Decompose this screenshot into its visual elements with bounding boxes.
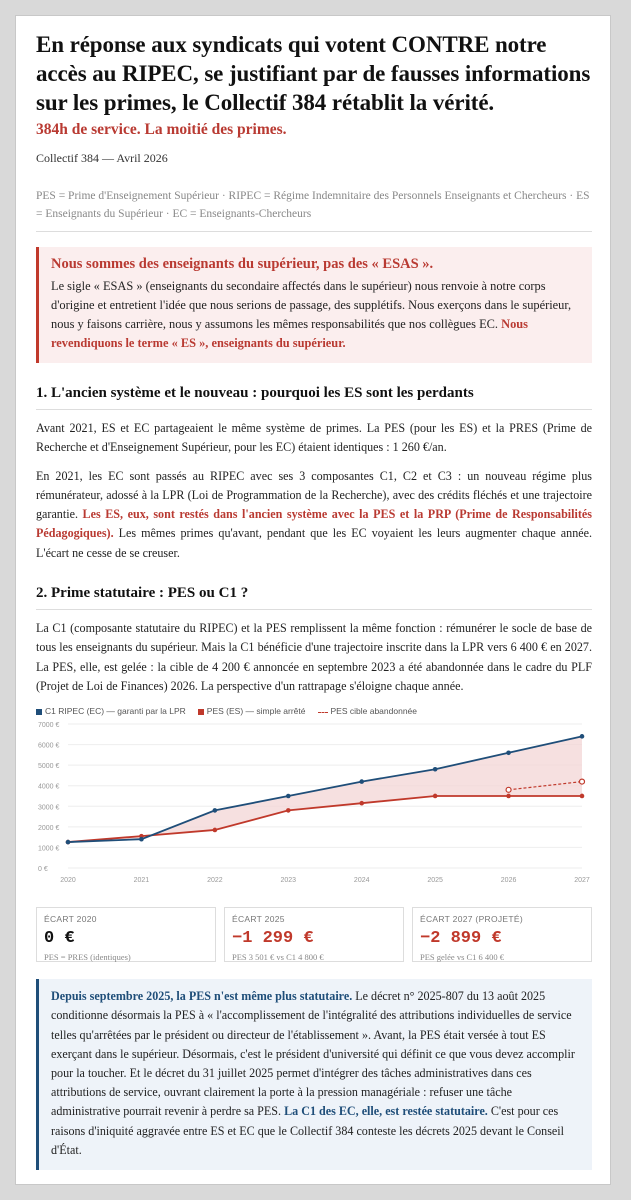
data-point-pes	[580, 794, 585, 799]
data-point-pes	[286, 808, 291, 813]
page-subtitle: 384h de service. La moitié des primes.	[36, 121, 287, 138]
legend-label-pes: PES (ES) — simple arrêté	[206, 706, 306, 717]
data-point-c1	[66, 840, 71, 845]
data-point-pes	[359, 801, 364, 806]
document-page	[15, 15, 611, 1185]
statutory-strong-1: Depuis septembre 2025, la PES n'est même plus statutaire.	[51, 989, 353, 1004]
legend-swatch-target	[318, 712, 328, 713]
section1-p2-text-a: En 2021, les EC sont passés au RIPEC avec ses 3 composantes C1, C2 et C3 : un nouveau régime plus rémunérateur, adossé à la LPR (Loi de Programmation de la Recherche), avec des crédits fléchés et une trajectoire garantie.	[36, 468, 592, 522]
legend-item-pes	[198, 706, 306, 716]
gap-card-label: ÉCART 2027 (PROJETÉ)	[420, 914, 523, 925]
section1-heading: 1. L'ancien système et le nouveau : pourquoi les ES sont les perdants	[36, 385, 592, 410]
gap-card-2025	[224, 907, 404, 962]
gap-card-2020	[36, 907, 216, 962]
legend-swatch-pes	[198, 709, 204, 715]
y-tick-label: 3000 €	[38, 804, 60, 812]
data-point-c1	[359, 780, 364, 785]
gap-card-value: −2 899 €	[420, 929, 502, 949]
author-date: Collectif 384 — Avril 2026	[36, 151, 168, 165]
y-tick-label: 7000 €	[38, 722, 60, 730]
esas-text: Le sigle « ESAS » (enseignants du secondaire affectés dans le supérieur) nous renvoie à notre corps d'origine et entretient l'idée que nous serions de passage, des supplétifs. Nous exerçons dans le supérieur, nous y faisons carrière, nous y assumons les mêmes responsabilités que nos collègues EC.	[51, 279, 572, 331]
section1-p2-text-b: Les mêmes primes qu'avant, pendant que les EC voyaient les leurs augmenter chaque année. L'écart ne cesse de se creuser.	[36, 526, 592, 560]
x-tick-label: 2025	[427, 877, 443, 885]
statutory-strong-2: La C1 des EC, elle, est restée statutaire.	[284, 1104, 488, 1119]
statutory-text-2: C'est pour ces raisons d'iniquité aggravée entre ES et EC que le Collectif 384 conteste les décrets 2025 devant le Conseil d'État.	[51, 1104, 564, 1157]
esas-heading: Nous sommes des enseignants du supérieur, pas des « ESAS ».	[51, 256, 434, 272]
x-tick-label: 2026	[500, 877, 517, 885]
gap-card-note: PES = PRES (identiques)	[44, 952, 131, 963]
y-tick-label: 2000 €	[38, 825, 60, 833]
data-point-c1	[506, 751, 511, 756]
data-point-c1	[213, 808, 218, 813]
data-point-c1	[139, 837, 144, 842]
section1-paragraph1: Avant 2021, ES et EC partageaient le même système de primes. La PES (pour les ES) et la PRES (Prime de Recherche et d'Enseignement Supérieur, pour les EC) étaient identiques : 1 260 €/an.	[36, 421, 592, 455]
x-tick-label: 2021	[133, 877, 150, 885]
data-point-c1	[433, 767, 438, 772]
y-tick-label: 5000 €	[38, 763, 60, 771]
x-tick-label: 2023	[280, 877, 297, 885]
data-point-pes	[213, 828, 218, 833]
gap-card-note: PES 3 501 € vs C1 4 800 €	[232, 952, 324, 963]
data-point-pes	[433, 794, 438, 799]
glossary: PES = Prime d'Enseignement Supérieur · RIPEC = Régime Indemnitaire des Personnels Enseignants et Chercheurs · ES = Enseignants du Supérieur · EC = Enseignants-Chercheurs	[36, 187, 592, 232]
section1-p2-strong: Les ES, eux, sont restés dans l'ancien système avec la PES et la PRP (Prime de Responsabilités Pédagogiques).	[36, 507, 592, 541]
gap-card-note: PES gelée vs C1 6 400 €	[420, 952, 505, 963]
section1-paragraph2	[36, 467, 592, 563]
page-title: En réponse aux syndicats qui votent CONTRE notre accès au RIPEC, se justifiant par de fausses informations sur les primes, le Collectif 384 rétablit la vérité.	[36, 32, 591, 115]
section2-paragraph1: La C1 (composante statutaire du RIPEC) et la PES remplissent la même fonction : rémunérer le socle de base de tous les enseignants du supérieur. Mais la C1 bénéficie d'une trajectoire inscrite dans la LPR vers 6 400 € en 2027. La PES, elle, est gelée : la cible de 4 200 € annoncée en septembre 2023 a été abandonnée dans le cadre du PLF (Projet de Loi de Finances) 2026. La perspective d'un rattrapage s'éloigne chaque année.	[36, 621, 592, 693]
statutory-callout	[36, 979, 592, 1170]
legend-item-c1	[36, 706, 186, 716]
legend-item-target	[318, 706, 418, 716]
legend-label-target: PES cible abandonnée	[330, 706, 418, 717]
x-tick-label: 2027	[574, 877, 590, 885]
section2-heading: 2. Prime statutaire : PES ou C1 ?	[36, 585, 592, 610]
data-point-pes	[506, 794, 511, 799]
gap-card-label: ÉCART 2020	[44, 914, 97, 925]
statutory-text-1: Le décret n° 2025-807 du 13 août 2025 conditionne désormais la PES à « l'accomplissement de l'intégralité des attributions individuelles de service telles qu'arrêtées par le président ou directeur de l'établissement ». Avant, la PES était versée à tout ES exerçant dans le supérieur. Désormais, c'est le président d'université qui définit ce que vous devez accomplir pour la toucher. Et le décret du 31 juillet 2025 permet d'intégrer des tâches administratives dans ces attributions de service, ouvrant clairement la porte à la pression managériale : refuser une tâche administrative pourrait revenir à perdre sa PES.	[51, 989, 575, 1119]
gap-card-2027	[412, 907, 592, 962]
legend-swatch-c1	[36, 709, 42, 715]
data-point-target	[506, 788, 511, 793]
chart-legend	[36, 706, 592, 716]
y-tick-label: 1000 €	[38, 845, 60, 853]
data-point-target	[580, 779, 585, 784]
gap-cards	[36, 907, 592, 962]
x-tick-label: 2024	[353, 877, 370, 885]
document-content	[36, 30, 592, 1170]
esas-callout	[36, 247, 592, 363]
esas-strong: Nous revendiquons le terme « ES », enseignants du supérieur.	[51, 317, 528, 350]
y-tick-label: 6000 €	[38, 742, 60, 750]
gap-card-value: −1 299 €	[232, 929, 314, 949]
gap-card-value: 0 €	[44, 929, 75, 949]
gap-card-label: ÉCART 2025	[232, 914, 285, 925]
y-tick-label: 4000 €	[38, 783, 60, 791]
x-tick-label: 2022	[207, 877, 223, 885]
legend-label-c1: C1 RIPEC (EC) — garanti par la LPR	[45, 706, 186, 717]
prime-comparison-chart	[36, 716, 592, 898]
x-tick-label: 2020	[60, 877, 76, 885]
data-point-c1	[580, 734, 585, 739]
y-tick-label: 0 €	[38, 866, 48, 874]
data-point-c1	[286, 794, 291, 799]
